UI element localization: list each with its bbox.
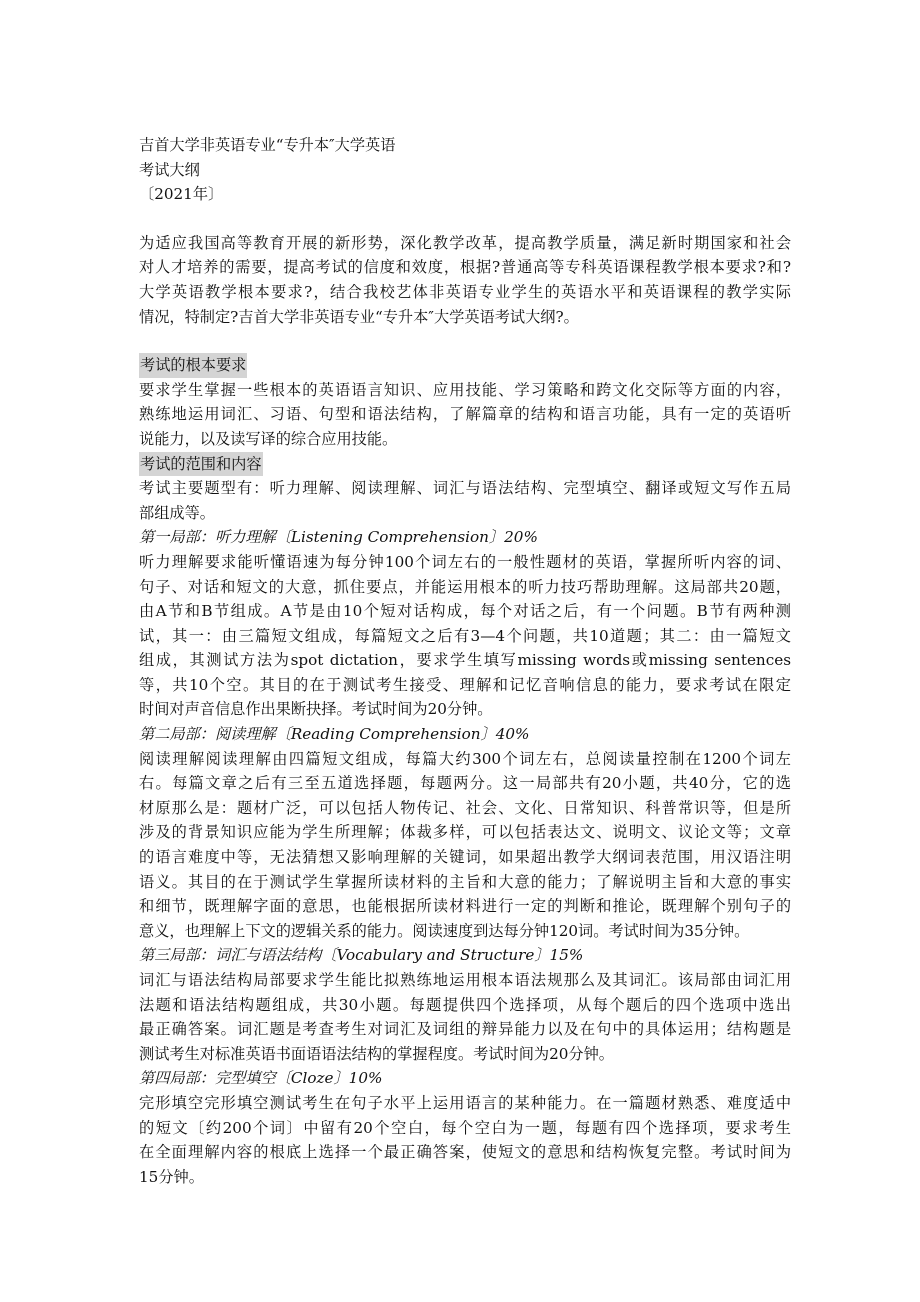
section-heading: 考试的根本要求 — [139, 353, 247, 378]
paragraph-line: 词汇与语法结构局部要求学生能比拟熟练地运用根本语法规那么及其词汇。该局部由词汇用 — [139, 971, 791, 989]
section-basic-requirements — [139, 353, 791, 451]
part-cloze — [139, 1066, 791, 1189]
paragraph-line: 法题和语法结构题组成，共30小题。每题提供四个选择项，从每个题后的四个选项中选出 — [139, 995, 791, 1014]
intro-paragraph — [139, 231, 791, 329]
paragraph-line: 阅读理解阅读理解由四篇短文组成，每篇大约300个词左右，总阅读量控制在1200个词左 — [139, 749, 791, 768]
paragraph-line: 的语言难度中等，无法猜想又影响理解的关键词，如果超出教学大纲词表范围，用汉语注明 — [139, 848, 791, 867]
paragraph-line: 试，其一：由三篇短文组成，每篇短文之后有3—4个问题，共10道题；其二：由一篇短文 — [139, 626, 791, 645]
part-title: 第三局部：词汇与语法结构〔Vocabulary and Structure〕15% — [139, 946, 584, 965]
part-title: 第一局部：听力理解〔Listening Comprehension〕20% — [139, 528, 538, 547]
paragraph-line: 的短文〔约200个词〕中留有20个空白，每个空白为一题，每题有四个选择项，要求考生 — [139, 1118, 791, 1137]
spacer — [139, 329, 791, 353]
paragraph-line: 完形填空完形填空测试考生在句子水平上运用语言的某种能力。在一篇题材熟悉、难度适中 — [139, 1093, 791, 1112]
paragraph-line: 和细节，既理解字面的意思，也能根据所读材料进行一定的判断和推论，既理解个别句子的 — [139, 897, 791, 916]
document-subtitle: 考试大纲 — [139, 160, 200, 179]
part-reading — [139, 722, 791, 943]
paragraph-line: 材原那么是：题材广泛，可以包括人物传记、社会、文化、日常知识、科普常识等，但是所 — [139, 798, 791, 817]
paragraph-line: 由A节和B节组成。A节是由10个短对话构成，每个对话之后，有一个问题。B节有两种测 — [139, 602, 791, 621]
paragraph-line: 在全面理解内容的根底上选择一个最正确答案，使短文的意思和结构恢复完整。考试时间为 — [139, 1143, 791, 1162]
paragraph-line: 要求学生掌握一些根本的英语语言知识、应用技能、学习策略和跨文化交际等方面的内容， — [139, 380, 791, 399]
paragraph-line: 右。每篇文章之后有三至五道选择题，每题两分。这一局部共有20小题，共40分，它的选 — [139, 774, 791, 793]
paragraph-line: 情况，特制定?吉首大学非英语专业“专升本″大学英语考试大纲?。 — [139, 307, 579, 326]
paragraph-line: 部组成等。 — [139, 503, 215, 522]
section-scope-content — [139, 452, 791, 526]
document-page — [139, 133, 791, 1189]
paragraph-line: 最正确答案。词汇题是考查考生对词汇及词组的辩异能力以及在句中的具体运用；结构题是 — [139, 1020, 791, 1039]
paragraph-line: 熟练地运用词汇、习语、句型和语法结构，了解篇章的结构和语言功能，具有一定的英语听 — [139, 405, 791, 424]
paragraph-line: 15分钟。 — [139, 1167, 204, 1186]
part-vocabulary — [139, 943, 791, 1066]
paragraph-line: 时间对声音信息作出果断抉择。考试时间为20分钟。 — [139, 700, 493, 719]
paragraph-line: 语义。其目的在于测试学生掌握所读材料的主旨和大意的能力；了解说明主旨和大意的事实 — [139, 872, 791, 891]
paragraph-line: 组成，其测试方法为spot dictation，要求学生填写missing words或missing sentences — [139, 651, 791, 670]
spacer — [139, 207, 791, 231]
paragraph-line: 对人才培养的需要，提高考试的信度和效度，根据?普通高等专科英语课程教学根本要求?和? — [139, 258, 791, 277]
paragraph-line: 句子、对话和短文的大意，抓住要点，并能运用根本的听力技巧帮助理解。这局部共20题， — [139, 577, 791, 596]
paragraph-line: 为适应我国高等教育开展的新形势，深化教学改革，提高教学质量，满足新时期国家和社会 — [139, 233, 791, 252]
paragraph-line: 说能力，以及读写译的综合应用技能。 — [139, 429, 398, 448]
paragraph-line: 测试考生对标准英语书面语语法结构的掌握程度。考试时间为20分钟。 — [139, 1044, 614, 1063]
document-title: 吉首大学非英语专业“专升本″大学英语 — [139, 136, 396, 154]
paragraph-line: 意义，也理解上下文的逻辑关系的能力。阅读速度到达每分钟120词。考试时间为35分钟。 — [139, 921, 750, 940]
paragraph-line: 涉及的背景知识应能为学生所理解；体裁多样，可以包括表达文、说明文、议论文等；文章 — [139, 823, 791, 842]
paragraph-line: 大学英语教学根本要求?，结合我校艺体非英语专业学生的英语水平和英语课程的教学实际 — [139, 282, 791, 301]
paragraph-line: 听力理解要求能听懂语速为每分钟100个词左右的一般性题材的英语，掌握所听内容的词、 — [139, 552, 791, 571]
section-heading: 考试的范围和内容 — [139, 452, 263, 477]
document-year: 〔2021年〕 — [139, 185, 224, 204]
part-listening — [139, 525, 791, 722]
part-title: 第四局部：完型填空〔Cloze〕10% — [139, 1069, 383, 1088]
paragraph-line: 等，共10个空。其目的在于测试考生接受、理解和记忆音响信息的能力，要求考试在限定 — [139, 675, 791, 694]
paragraph-line: 考试主要题型有：听力理解、阅读理解、词汇与语法结构、完型填空、翻译或短文写作五局 — [139, 479, 791, 498]
part-title: 第二局部：阅读理解〔Reading Comprehension〕40% — [139, 725, 530, 744]
